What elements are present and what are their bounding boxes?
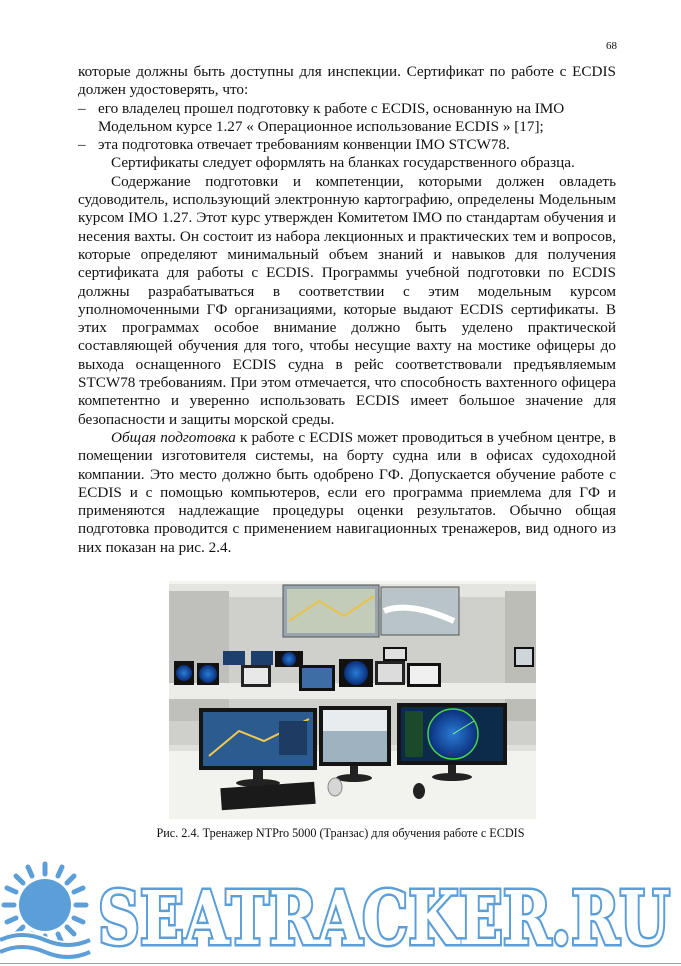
sun-logo-icon: [0, 864, 90, 966]
simulator-photo: [169, 581, 536, 819]
paragraph: [78, 429, 616, 557]
simulator-room-illustration: [169, 581, 536, 819]
watermark-text: SEATRACKER.RU: [98, 876, 670, 962]
bullet-dash: –: [78, 136, 86, 154]
page-bottom-rule: [0, 963, 681, 964]
list-item: [78, 100, 616, 137]
paragraph-text: к работе с ECDIS может проводиться в учебном центре, в помещении изготовителя системы, на борту судна или в офисах судоходной компании. Это место должно быть одобрено ГФ. Допускается обучение работе с ECDIS и с помощью компьютеров, если его программа приемлема для ГФ и применяются надлежащие процедуры оценки результатов. Обычно общая подготовка проводится с применением навигационных тренажеров, вид одного из них показан на рис. 2.4.: [78, 428, 616, 556]
paragraph: которые должны быть доступны для инспекции. Сертификат по работе с ECDIS должен удостоверять, что:: [78, 63, 616, 99]
list-item: [78, 136, 616, 154]
paragraph: Содержание подготовки и компетенции, которыми должен овладеть судоводитель, использующий электронную картографию, определены Модельным курсом IMO 1.27. Этот курс утвержден Комитетом IMO по стандартам обучения и несения вахты. Он состоит из набора лекционных и практических тем и вопросов, которые определяют минимальный объем знаний и навыков для получения сертификата для работы с ECDIS. Программы учебной подготовки по ECDIS должны разрабатываться в соответствии с этим модельным курсом уполномоченными ГФ организациями, которые выдают ECDIS сертификаты. В этих программах особое внимание должно быть уделено практической составляющей обучения для того, чтобы несущие вахту на мостике офицеры до выхода оснащенного ECDIS судна в рейс соответствовали предъявляемым STCW78 требованиям. При этом отмечается, что способность вахтенного офицера компетентно и уверенно использовать ECDIS имеет большое значение для безопасности и защиты морской среды.: [78, 172, 616, 428]
page-number: 68: [606, 40, 617, 52]
paragraph: Сертификаты следует оформлять на бланках государственного образца.: [111, 154, 575, 172]
seatracker-watermark: [0, 860, 681, 966]
figure-caption: Рис. 2.4. Тренажер NTPro 5000 (Транзас) для обучения работе с ECDIS: [156, 826, 525, 840]
body-text: [78, 63, 616, 557]
list-item-text: эта подготовка отвечает требованиям конвенции IMO STCW78.: [98, 136, 510, 154]
list-item-text: его владелец прошел подготовку к работе с ECDIS, основанную на IMO Модельном курсе 1.27 « Операционное использование ECDIS » [17];: [98, 99, 565, 135]
emphasis-term: Общая подготовка: [111, 428, 236, 446]
bullet-dash: –: [78, 99, 86, 117]
